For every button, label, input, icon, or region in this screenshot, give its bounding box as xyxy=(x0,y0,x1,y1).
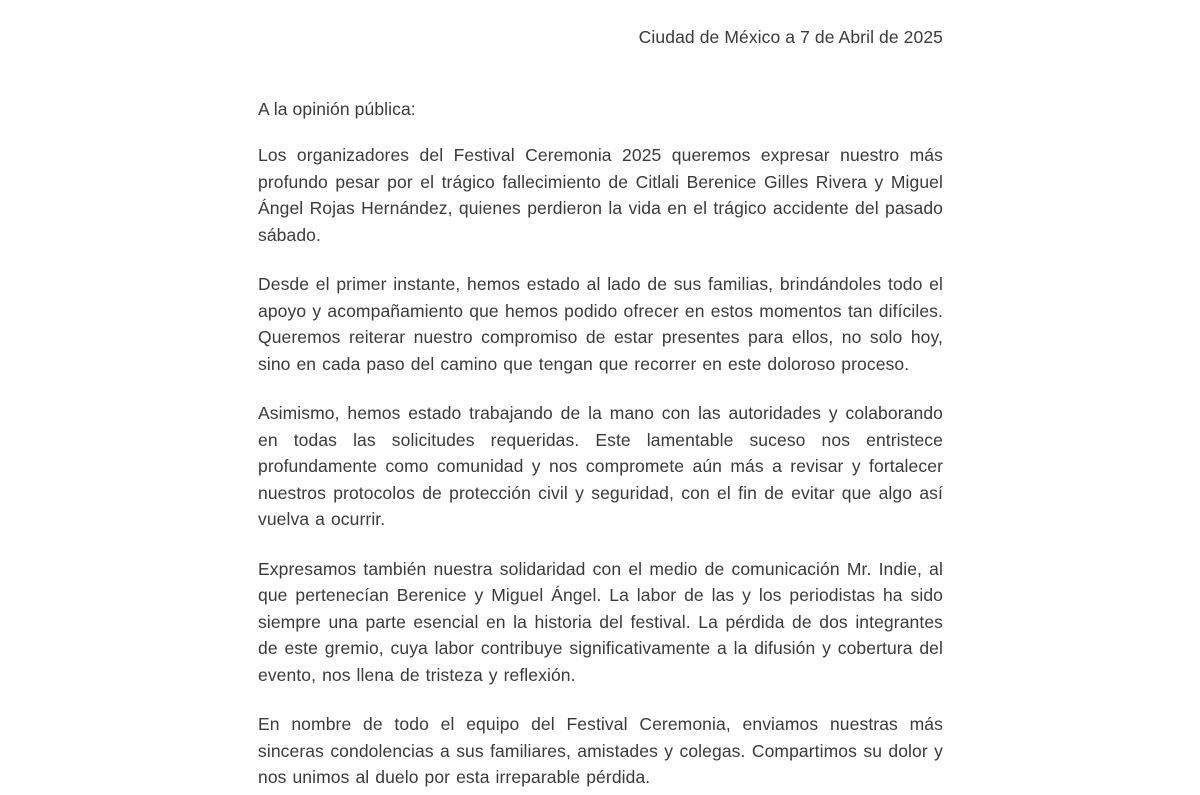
dateline: Ciudad de México a 7 de Abril de 2025 xyxy=(638,27,943,47)
paragraph-family-support: Desde el primer instante, hemos estado al lado de sus familias, brindándoles todo el apoyo y acompañamiento que hemos podido ofrecer en estos momentos tan difíciles. Queremos reiterar nuestro compromiso de estar presentes para ellos, no solo hoy, sino en cada paso del camino que tengan que recorrer en este doloroso proceso. xyxy=(258,274,943,374)
paragraph-closing-condolences: En nombre de todo el equipo del Festival Ceremonia, enviamos nuestras más sinceras condolencias a sus familiares, amistades y colegas. Compartimos su dolor y nos unimos al duelo por esta irreparable pérdida. xyxy=(258,714,943,787)
salutation: A la opinión pública: xyxy=(258,99,416,119)
paragraph-media-solidarity: Expresamos también nuestra solidaridad con el medio de comunicación Mr. Indie, al que pertenecían Berenice y Miguel Ángel. La labor de las y los periodistas ha sido siempre una parte esencial en la historia del festival. La pérdida de dos integrantes de este gremio, cuya labor contribuye significativamente a la difusión y cobertura del evento, nos llena de tristeza y reflexión. xyxy=(258,558,943,685)
paragraph-authorities-cooperation: Asimismo, hemos estado trabajando de la mano con las autoridades y colaborando en todas las solicitudes requeridas. Este lamentable suceso nos entristece profundamente como comunidad y nos compromete aún más a revisar y fortalecer nuestros protocolos de protección civil y seguridad, con el fin de evitar que algo así vuelva a ocurrir. xyxy=(258,403,943,529)
paragraph-condolences-announcement: Los organizadores del Festival Ceremonia 2025 queremos expresar nuestro más profundo pesar por el trágico fallecimiento de Citlali Berenice Gilles Rivera y Miguel Ángel Rojas Hernández, quienes perdieron la vida en el trágico accidente del pasado sábado. xyxy=(258,145,943,245)
